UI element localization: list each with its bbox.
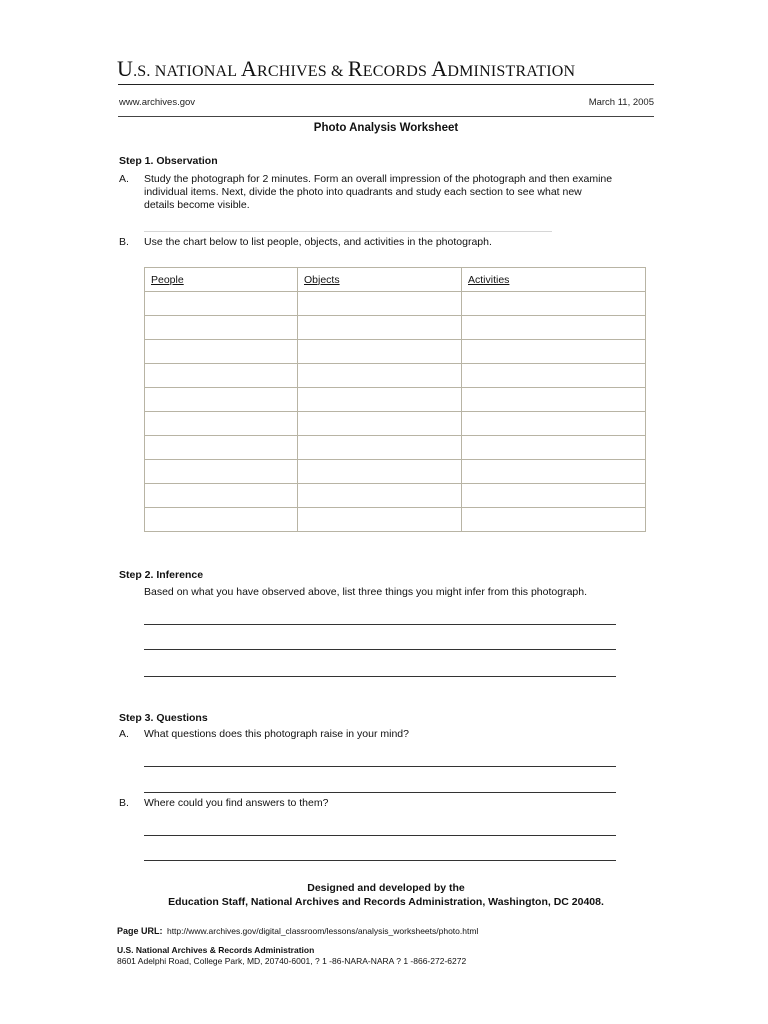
chart-cell[interactable] (145, 340, 298, 364)
chart-cell[interactable] (298, 340, 462, 364)
chart-row (145, 460, 646, 484)
chart-cell[interactable] (298, 436, 462, 460)
answer-line[interactable] (144, 835, 616, 836)
chart-row (145, 484, 646, 508)
chart-cell[interactable] (298, 508, 462, 532)
chart-cell[interactable] (462, 412, 646, 436)
answer-line[interactable] (144, 766, 616, 767)
chart-header-activities: Activities (462, 268, 646, 292)
chart-row (145, 436, 646, 460)
chart-cell[interactable] (145, 412, 298, 436)
chart-cell[interactable] (145, 364, 298, 388)
chart-cell[interactable] (298, 364, 462, 388)
chart-cell[interactable] (145, 460, 298, 484)
chart-row (145, 388, 646, 412)
credit-line-1: Designed and developed by the (307, 882, 465, 894)
agency-title-part: ATIONAL (166, 63, 241, 80)
chart-cell[interactable] (462, 484, 646, 508)
step2-text: Based on what you have observed above, list three things you might infer from this photograph. (144, 586, 588, 598)
step1-a-text (144, 173, 612, 212)
step1-b-label: B. (119, 236, 129, 248)
chart-cell[interactable] (298, 388, 462, 412)
answer-line[interactable] (144, 676, 616, 677)
chart-cell[interactable] (145, 388, 298, 412)
chart-header-objects: Objects (298, 268, 462, 292)
chart-cell[interactable] (145, 508, 298, 532)
step1-a-line: individual items. Next, divide the photo into quadrants and study each section to see what new (144, 186, 582, 198)
document-date: March 11, 2005 (588, 97, 654, 108)
org-name: U.S. National Archives & Records Administration (117, 945, 315, 955)
title-rule (118, 116, 654, 117)
step2-heading: Step 2. Inference (119, 569, 204, 581)
chart-cell[interactable] (462, 436, 646, 460)
chart-cell[interactable] (462, 388, 646, 412)
chart-cell[interactable] (462, 340, 646, 364)
agency-title (117, 56, 657, 82)
chart-header-people: People (145, 268, 298, 292)
divider (144, 231, 552, 232)
chart-cell[interactable] (298, 292, 462, 316)
step1-b-text: Use the chart below to list people, objects, and activities in the photograph. (144, 236, 492, 248)
agency-title-part: ECORDS (362, 63, 432, 80)
observation-chart (144, 267, 646, 532)
chart-cell[interactable] (298, 412, 462, 436)
website-link[interactable]: www.archives.gov (119, 97, 196, 108)
answer-line[interactable] (144, 624, 616, 625)
chart-header-row (145, 268, 646, 292)
agency-title-part: A (431, 56, 448, 81)
page-url-row (117, 921, 478, 939)
step1-a-line: details become visible. (144, 199, 250, 211)
page-url-link[interactable]: http://www.archives.gov/digital_classroom/lessons/analysis_worksheets/photo.html (166, 926, 479, 936)
step3-b-text: Where could you find answers to them? (144, 797, 329, 809)
chart-cell[interactable] (462, 364, 646, 388)
chart-cell[interactable] (298, 316, 462, 340)
header-rule (118, 84, 654, 85)
chart-cell[interactable] (462, 460, 646, 484)
chart-cell[interactable] (145, 292, 298, 316)
agency-title-part: .S. N (133, 63, 167, 80)
chart-row (145, 364, 646, 388)
step3-a-text: What questions does this photograph raise in your mind? (144, 728, 409, 740)
answer-line[interactable] (144, 649, 616, 650)
chart-row (145, 412, 646, 436)
answer-line[interactable] (144, 792, 616, 793)
chart-cell[interactable] (298, 484, 462, 508)
chart-row (145, 316, 646, 340)
chart-row (145, 292, 646, 316)
agency-title-part: DMINISTRATION (447, 63, 576, 80)
step3-a-label: A. (119, 728, 129, 740)
step3-heading: Step 3. Questions (119, 712, 208, 724)
answer-line[interactable] (144, 860, 616, 861)
chart-cell[interactable] (298, 460, 462, 484)
chart-cell[interactable] (145, 316, 298, 340)
chart-cell[interactable] (462, 316, 646, 340)
agency-title-part: A (240, 56, 257, 81)
credit-line-2: Education Staff, National Archives and Records Administration, Washington, DC 20408. (168, 896, 604, 908)
chart-row (145, 340, 646, 364)
chart-cell[interactable] (145, 484, 298, 508)
step1-a-label: A. (119, 173, 129, 185)
step1-heading: Step 1. Observation (119, 155, 218, 167)
worksheet-title: Photo Analysis Worksheet (313, 122, 459, 134)
page-url-label: Page URL: (117, 926, 163, 936)
agency-title-part: U (117, 56, 134, 81)
org-address: 8601 Adelphi Road, College Park, MD, 20740-6001, ? 1 -86-NARA-NARA ? 1 -866-272-6272 (117, 956, 467, 966)
chart-row (145, 508, 646, 532)
agency-title-part: R (347, 56, 363, 81)
step3-b-label: B. (119, 797, 129, 809)
chart-cell[interactable] (462, 508, 646, 532)
step1-a-line: Study the photograph for 2 minutes. Form an overall impression of the photograph and then examine (144, 173, 613, 185)
chart-cell[interactable] (462, 292, 646, 316)
agency-title-part: RCHIVES & (256, 63, 348, 80)
chart-cell[interactable] (145, 436, 298, 460)
